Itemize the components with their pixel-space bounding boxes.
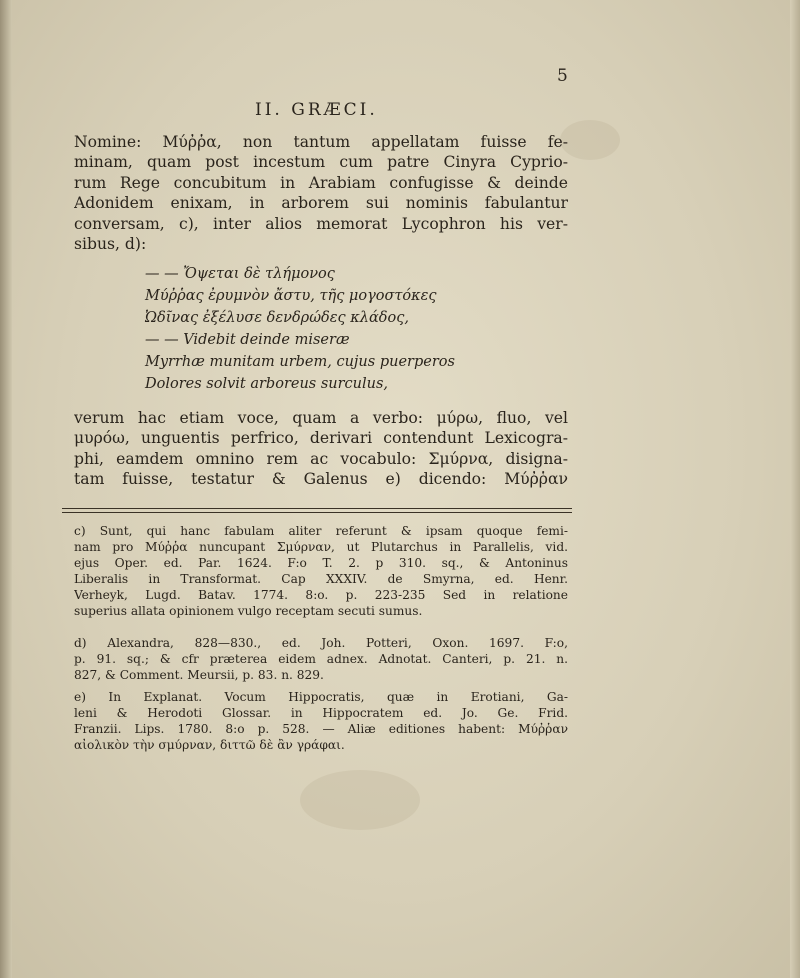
verse-line: Μύῤῥας ἐρυμνὸν ἄστυ, τῆς μογοστόκες [145,288,437,304]
note-line: c) Sunt, qui hanc fabulam aliter referunt & ipsam quoque femi- [74,524,568,538]
note-line: d) Alexandra, 828—830., ed. Joh. Potteri, Oxon. 1697. F:o, [74,636,568,650]
text-line: phi, eamdem omnino rem ac vocabulo: Σμύρνα, disigna- [74,449,568,468]
note-line: e) In Explanat. Vocum Hippocratis, quæ in Erotiani, Ga- [74,690,568,704]
verse-line: Dolores solvit arboreus surculus, [145,376,389,392]
verse-line: — — Ὄψεται δὲ τλήμονος [145,266,335,282]
footnote-rule [62,508,572,509]
text-line: tam fuisse, testatur & Galenus e) dicendo: Μύῤῥαν [74,470,568,489]
page-number: 5 [557,66,568,86]
note-line: leni & Herodoti Glossar. in Hippocratem ed. Jo. Ge. Frid. [74,706,568,720]
text-line: Nomine: Μύῤῥα, non tantum appellatam fuisse fe- [74,133,568,151]
running-head: II. GRÆCI. [255,100,378,120]
verse-line: Ὠδῖνας ἐξέλυσε δενδρώδες κλάδος, [145,310,409,326]
paragraph-2 [74,408,568,490]
footnote-c [74,523,568,619]
note-line: p. 91. sq.; & cfr præterea eidem adnex. Adnotat. Canteri, p. 21. n. [74,652,568,666]
paper-stain [300,770,420,830]
note-line: Verheyk, Lugd. Batav. 1774. 8:o. p. 223-235 Sed in relatione [74,588,568,602]
text-line: rum Rege concubitum in Arabiam confugisse & deinde [74,173,568,192]
verse-line: Myrrhæ munitam urbem, cujus puerperos [145,354,455,370]
page-right-edge [790,0,800,978]
note-line: Franzii. Lips. 1780. 8:o p. 528. — Aliæ editiones habent: Μύῤῥαν [74,722,568,736]
note-line: ejus Oper. ed. Par. 1624. F:o T. 2. p 310. sq., & Antoninus [74,556,568,570]
text-line: conversam, c), inter alios memorat Lycophron his ver- [74,214,568,233]
text-line: μυρόω, unguentis perfrico, derivari contendunt Lexicogra- [74,429,568,448]
page-left-edge [0,0,12,978]
text-line: minam, quam post incestum cum patre Cinyra Cyprio- [74,153,568,172]
note-line: superius allata opinionem vulgo receptam secuti sumus. [74,604,423,618]
note-line: 827, & Comment. Meursii, p. 83. n. 829. [74,668,324,682]
footnote-e [74,689,568,753]
note-line: αἰολικὸν τὴν σμύρναν, διττῶ δὲ ἂν γράφαι. [74,738,345,752]
text-line: Adonidem enixam, in arborem sui nominis fabulantur [74,194,568,213]
paper-stain [560,120,620,160]
note-line: Liberalis in Transformat. Cap XXXIV. de Smyrna, ed. Henr. [74,572,568,586]
footnote-d [74,635,568,683]
verse-line: — — Videbit deinde miseræ [145,332,350,348]
verse-quotation [145,263,545,395]
footnote-rule [62,512,572,513]
paragraph-1 [74,132,568,254]
text-line: verum hac etiam voce, quam a verbo: μύρω, fluo, vel [74,409,568,427]
text-line: sibus, d): [74,235,147,254]
note-line: nam pro Μύῤῥα nuncupant Σμύρναν, ut Plutarchus in Parallelis, vid. [74,540,568,554]
